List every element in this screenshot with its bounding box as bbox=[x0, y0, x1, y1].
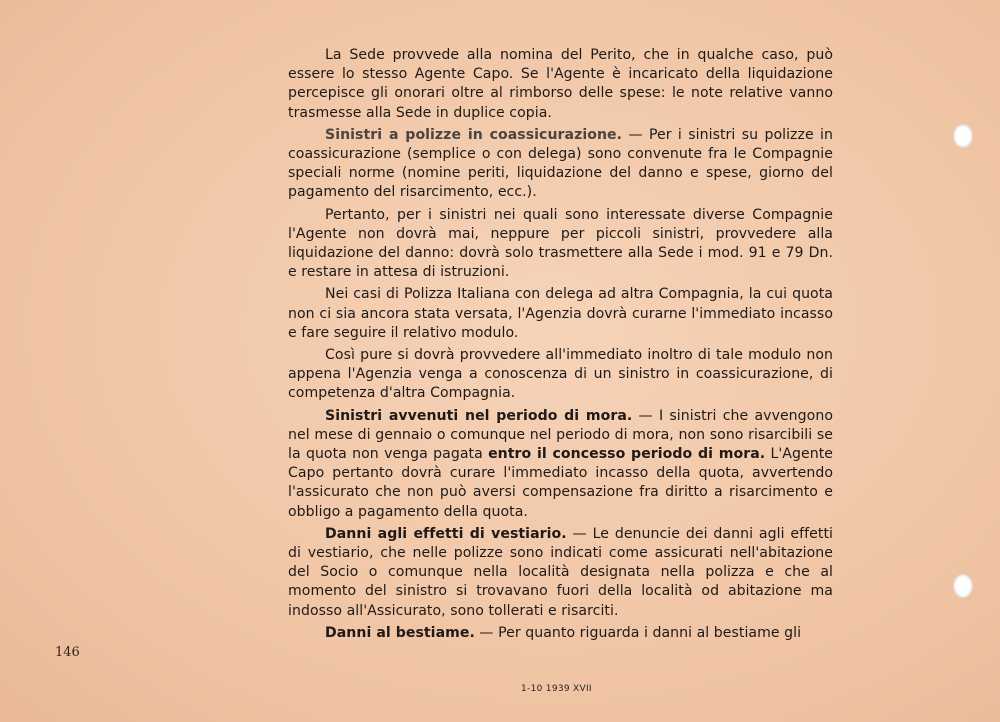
paragraph-mora bbox=[288, 407, 833, 522]
paragraph-text: — I sinistri che avvengono nel mese di gennaio o comunque nel periodo di mora, non sono risarcibili se la quota non venga pagata bbox=[288, 407, 833, 463]
paragraph-text: — Per quanto riguarda i danni al bestiame gli bbox=[474, 624, 802, 641]
section-heading-coassicurazione: Sinistri a polizze in coassicurazione. bbox=[325, 126, 623, 143]
paragraph-nomina-perito bbox=[288, 46, 833, 123]
footer-date: 1-10 1939 XVII bbox=[521, 684, 592, 694]
paragraph-text: L'Agente Capo pertanto dovrà curare l'immediato incasso della quota, avvertendo l'assicurato che non può aversi compensazione fra diritto a risarcimento e obbligo a pagamento della quota. bbox=[288, 446, 833, 520]
paragraph-text: Pertanto, per i sinistri nei quali sono interessate diverse Compagnie l'Agente non dovrà mai, neppure per piccoli sinistri, provvedere alla liquidazione del danno: dovrà solo trasmettere alla Sede i mod. 91 e 79 Dn. e restare in attesa di istruzioni. bbox=[288, 206, 833, 281]
section-heading-bestiame: Danni al bestiame. bbox=[325, 624, 475, 641]
paragraph-bestiame bbox=[288, 624, 833, 643]
punch-hole-bottom bbox=[953, 574, 973, 598]
paragraph-text: — Per i sinistri su polizze in coassicurazione (semplice o con delega) sono convenute fra le Compagnie speciali norme (nomine periti, liquidazione del danno e spese, giorno del pagamento del risarcimento, ecc.). bbox=[288, 126, 833, 201]
page-body bbox=[288, 46, 833, 643]
paragraph-coassicurazione bbox=[288, 126, 833, 203]
paragraph-vestiario bbox=[288, 525, 833, 621]
paragraph-polizza-italiana bbox=[288, 285, 833, 343]
paragraph-inoltro-modulo bbox=[288, 346, 833, 404]
paragraph-text: Nei casi di Polizza Italiana con delega ad altra Compagnia, la cui quota non ci sia ancora stata versata, l'Agenzia dovrà curarne l'immediato incasso e fare seguire il relativo modulo. bbox=[288, 286, 833, 341]
emphasis-mora: entro il concesso periodo di mora. bbox=[488, 446, 766, 463]
section-heading-mora: Sinistri avvenuti nel periodo di mora. bbox=[325, 407, 633, 424]
page-number: 146 bbox=[55, 645, 80, 660]
paragraph-text: La Sede provvede alla nomina del Perito, che in qualche caso, può essere lo stesso Agente Capo. Se l'Agente è incaricato della liquidazione percepisce gli onorari oltre al rimborso delle spese: le note relative vanno trasmesse alla Sede in duplice copia. bbox=[288, 47, 833, 121]
section-heading-vestiario: Danni agli effetti di vestiario. bbox=[325, 525, 567, 542]
punch-hole-top bbox=[953, 124, 973, 148]
paragraph-pertanto bbox=[288, 206, 833, 283]
paragraph-text: — Le denuncie dei danni agli effetti di vestiario, che nelle polizze sono indicati come assicurati nell'abitazione del Socio o comunque nella località designata nella polizza e che al momento del sinistro si trovavano fuori della località od abitazione ma indosso all'Assicurato, sono tollerati e risarciti. bbox=[288, 525, 834, 619]
paragraph-text: Così pure si dovrà provvedere all'immediato inoltro di tale modulo non appena l'Agenzia venga a conoscenza di un sinistro in coassicurazione, di competenza d'altra Compagnia. bbox=[288, 347, 833, 402]
